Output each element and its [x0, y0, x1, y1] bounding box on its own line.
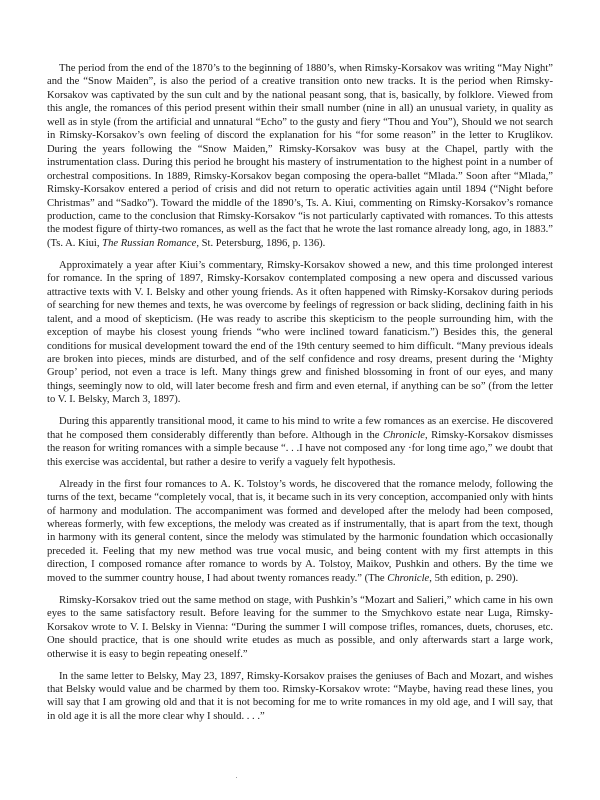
paragraph-text: In the same letter to Belsky, May 23, 1897, Rimsky-Korsakov praises the geniuses of Bach and Mozart, and wishes that Belsky would value and be charmed by them too. Rimsky-Korsakov wrote: “Maybe, having read these lines, you will say that I am growing old and that it is not becoming for me to write romances in my old age, and I will say, that in old age it is all the more clear why I should. . . .” — [47, 670, 553, 722]
paragraph-1 — [47, 62, 553, 250]
paragraph-text: Rimsky-Korsakov tried out the same method on stage, with Pushkin’s “Mozart and Salieri,” which came in his own eyes to the same satisfactory result. Before leaving for the summer to the Smychkovo estate near Luga, Rimsky-Korsakov wrote to V. I. Belsky in Vienna: “During the summer I will compose trifles, romances, duets, choruses, etc. One should practice, that is one should write etudes as much as possible, and only afterwards start a large work, otherwise it is easy to begin repeating oneself.” — [47, 594, 553, 660]
paragraph-3 — [47, 415, 553, 469]
paragraph-text: Approximately a year after Kiui’s commentary, Rimsky-Korsakov showed a new, and this time prolonged interest for romance. In the spring of 1897, Rimsky-Korsakov contemplated composing a new opera and discussed various attractive texts with V. I. Belsky and other young friends. As it often happened with Rimsky-Korsakov during periods of searching for new themes and texts, he was overcome by feelings of regression or back sliding, declining faith in his talent, and a mood of skepticism. (He was ready to ascribe this skepticism to the people surrounding him, with the exception of maybe his closest young friends “who were inclined toward fanaticism.”) Besides this, the general conditions for musical development toward the end of the 19th century seemed to him difficult. “Many previous ideals are broken into pieces, minds are disturbed, and of the self confidence and rosy dreams, present during the ‘Mighty Group’ period, not even a trace is left. Many things grew and finished blossoming in front of our eyes, and many things, seemingly now to old, will later become fresh and firm and even eternal, if anything can be so” (from the letter to V. I. Belsky, March 3, 1897). — [47, 259, 553, 406]
paragraph-2 — [47, 259, 553, 407]
book-title-italic: Chronicle — [387, 572, 430, 584]
book-title-italic: The Russian Romance — [102, 237, 197, 249]
paragraph-text: , 5th edition, p. 290). — [429, 572, 519, 584]
paragraph-6 — [47, 670, 553, 724]
paragraph-text: , Rimsky-Korsakov dismisses the reason for writing romances with a simple because “. . .I have not composed any ·for long time ago,” we doubt that this exercise was accidental, but rather a desire to verify a vaguely felt hypothesis. — [47, 429, 554, 468]
paragraph-text: , St. Petersburg, 1896, p. 136). — [196, 237, 326, 249]
paragraph-text: During this apparently transitional mood, it came to his mind to write a few romances as an exercise. He discovered that he composed them considerably differently than before. Although in the — [47, 416, 553, 441]
paragraph-4 — [47, 478, 553, 586]
paragraph-text: Already in the first four romances to A. K. Tolstoy’s words, he discovered that the romance melody, following the turns of the text, became “completely vocal, that is, it became such in its very conception, accompanied only with hints of harmony and modulation. The accompaniment was formed and developed after the melody had been composed, whereas formerly, with few exceptions, the melody was created as if instrumentally, that is apart from the text, though in harmony with its general content, since the melody was stimulated by the harmonic foundation which occasionally preceded it. Feeling that my new method was true vocal music, and being content with my first attempts in this direction, I composed romance after romance to words by A. Tolstoy, Maikov, Pushkin and others. By the time we moved to the summer country house, I had about twenty romances ready.” (The — [47, 478, 553, 584]
document-page — [47, 62, 553, 732]
paragraph-5 — [47, 594, 553, 661]
paragraph-text: The period from the end of the 1870’s to the beginning of 1880’s, when Rimsky-Korsakov was writing “May Night” and the “Snow Maiden”, is also the period of a creative transition onto new tracks. It is the period when Rimsky-Korsakov was captivated by the sun cult and by the national peasant song, that is, basically, by folklore. Viewed from this angle, the romances of this period present within their small number (nine in all) an unusual variety, in quality as well as in style (from the artificial and unnatural “Echo” to the gusty and fiery “Thou and You”), Should we not search in Rimsky-Korsakov’s own feeling of discord the explanation for his “for some reason” in the letter to Kruglikov. During the years following the “Snow Maiden,” Rimsky-Korsakov was busy at the Chapel, partly with the instrumentation class. During this period he brought his mastery of instrumentation to the highest point in a number of orchestral compositions. In 1889, Rimsky-Korsakov began composing the opera-ballet “Mlada.” Soon after “Mlada,” Rimsky-Korsakov entered a period of crisis and did not return to operatic activities again until 1894 (“Night before Christmas” and “Sadko”). Toward the middle of the 1890’s, Ts. A. Kiui, commenting on Rimsky-Korsakov’s romance production, came to the conclusion that Rimsky-Korsakov “is not particularly captivated with romances. To this attests the modest figure of thirty-two romances, as well as the fact that he wrote the last romance already long, ago, in 1883.” (Ts. A. Kiui, — [47, 63, 553, 249]
book-title-italic: Chronicle — [383, 429, 425, 441]
scan-speck — [236, 777, 237, 778]
